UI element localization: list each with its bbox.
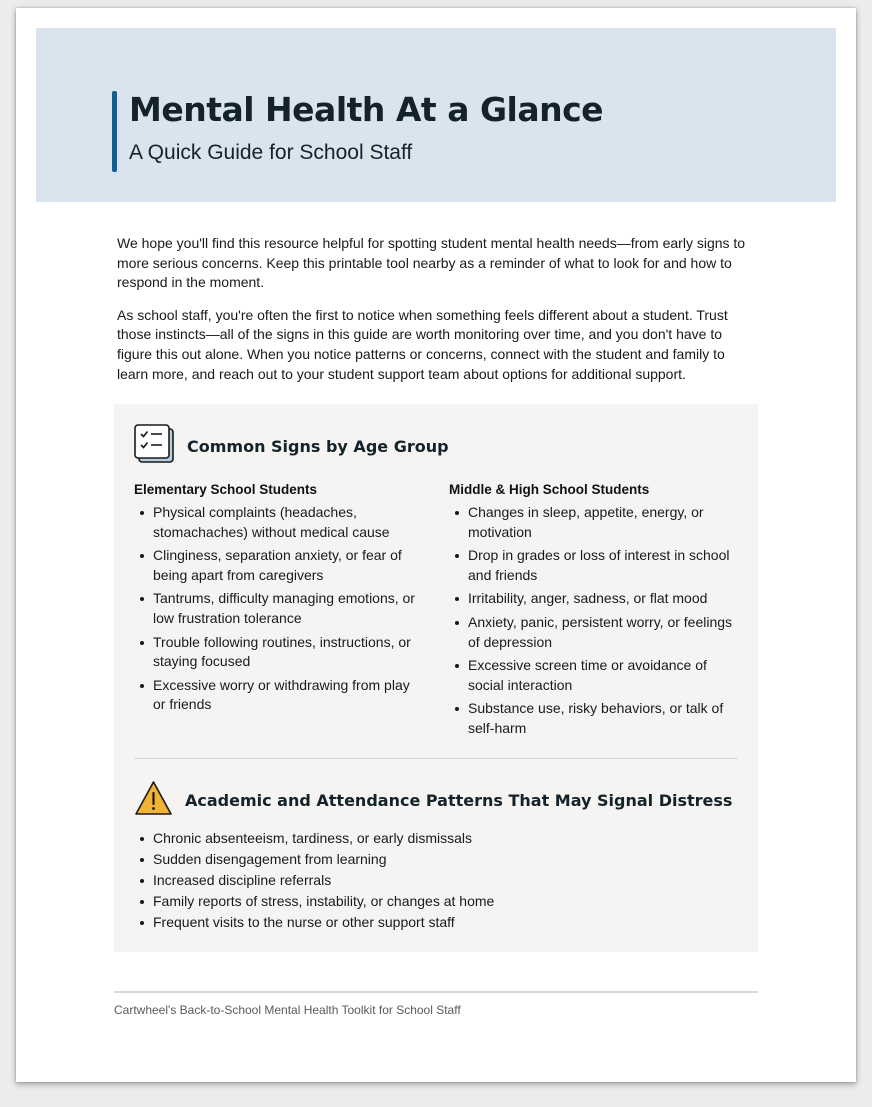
elementary-list <box>134 503 424 715</box>
academic-section-header <box>134 780 732 821</box>
elementary-column <box>134 482 424 719</box>
list-item: Substance use, risky behaviors, or talk of self-harm <box>468 699 739 738</box>
secondary-column <box>449 482 739 743</box>
secondary-heading: Middle & High School Students <box>449 482 650 497</box>
list-item: Chronic absenteeism, tardiness, or early dismissals <box>153 829 753 849</box>
list-item: Anxiety, panic, persistent worry, or feelings of depression <box>468 613 739 652</box>
list-item: Increased discipline referrals <box>153 871 753 891</box>
list-item: Trouble following routines, instructions, or staying focused <box>153 633 424 672</box>
section-divider <box>134 758 738 759</box>
list-item: Excessive screen time or avoidance of social interaction <box>468 656 739 695</box>
list-item: Frequent visits to the nurse or other support staff <box>153 913 753 933</box>
signs-section-header <box>134 424 449 469</box>
header-banner <box>36 28 836 202</box>
page-title: Mental Health At a Glance <box>129 90 604 129</box>
footer-divider <box>114 991 758 993</box>
signs-section-title: Common Signs by Age Group <box>187 437 449 456</box>
list-item: Sudden disengagement from learning <box>153 850 753 870</box>
list-item: Excessive worry or withdrawing from play or friends <box>153 676 424 715</box>
intro-text <box>117 234 757 397</box>
list-item: Family reports of stress, instability, or changes at home <box>153 892 753 912</box>
list-item: Irritability, anger, sadness, or flat mood <box>468 589 739 609</box>
elementary-heading: Elementary School Students <box>134 482 318 497</box>
list-item: Tantrums, difficulty managing emotions, or low frustration tolerance <box>153 589 424 628</box>
signs-panel <box>114 404 758 952</box>
list-item: Changes in sleep, appetite, energy, or motivation <box>468 503 739 542</box>
list-item: Physical complaints (headaches, stomachaches) without medical cause <box>153 503 424 542</box>
secondary-list <box>449 503 739 739</box>
warning-icon <box>134 780 173 821</box>
academic-list <box>134 829 753 934</box>
checklist-icon <box>134 424 175 469</box>
academic-section-title: Academic and Attendance Patterns That May Signal Distress <box>185 791 733 810</box>
intro-paragraph-1: We hope you'll find this resource helpful for spotting student mental health needs—from early signs to more serious concerns. Keep this printable tool nearby as a reminder of what to look for and how to respond in the moment. <box>117 235 746 291</box>
list-item: Drop in grades or loss of interest in school and friends <box>468 546 739 585</box>
document-page <box>16 8 856 1082</box>
header-accent-bar <box>112 91 117 172</box>
footer-text: Cartwheel's Back-to-School Mental Health Toolkit for School Staff <box>114 1003 461 1017</box>
intro-paragraph-2: As school staff, you're often the first to notice when something feels different about a student. Trust those instincts—all of the signs in this guide are worth monitoring over time, and you don't have to figure this out alone. When you notice patterns or concerns, connect with the student and family to learn more, and reach out to your student support team about options for additional support. <box>117 306 728 382</box>
page-subtitle: A Quick Guide for School Staff <box>129 141 413 164</box>
list-item: Clinginess, separation anxiety, or fear of being apart from caregivers <box>153 546 424 585</box>
